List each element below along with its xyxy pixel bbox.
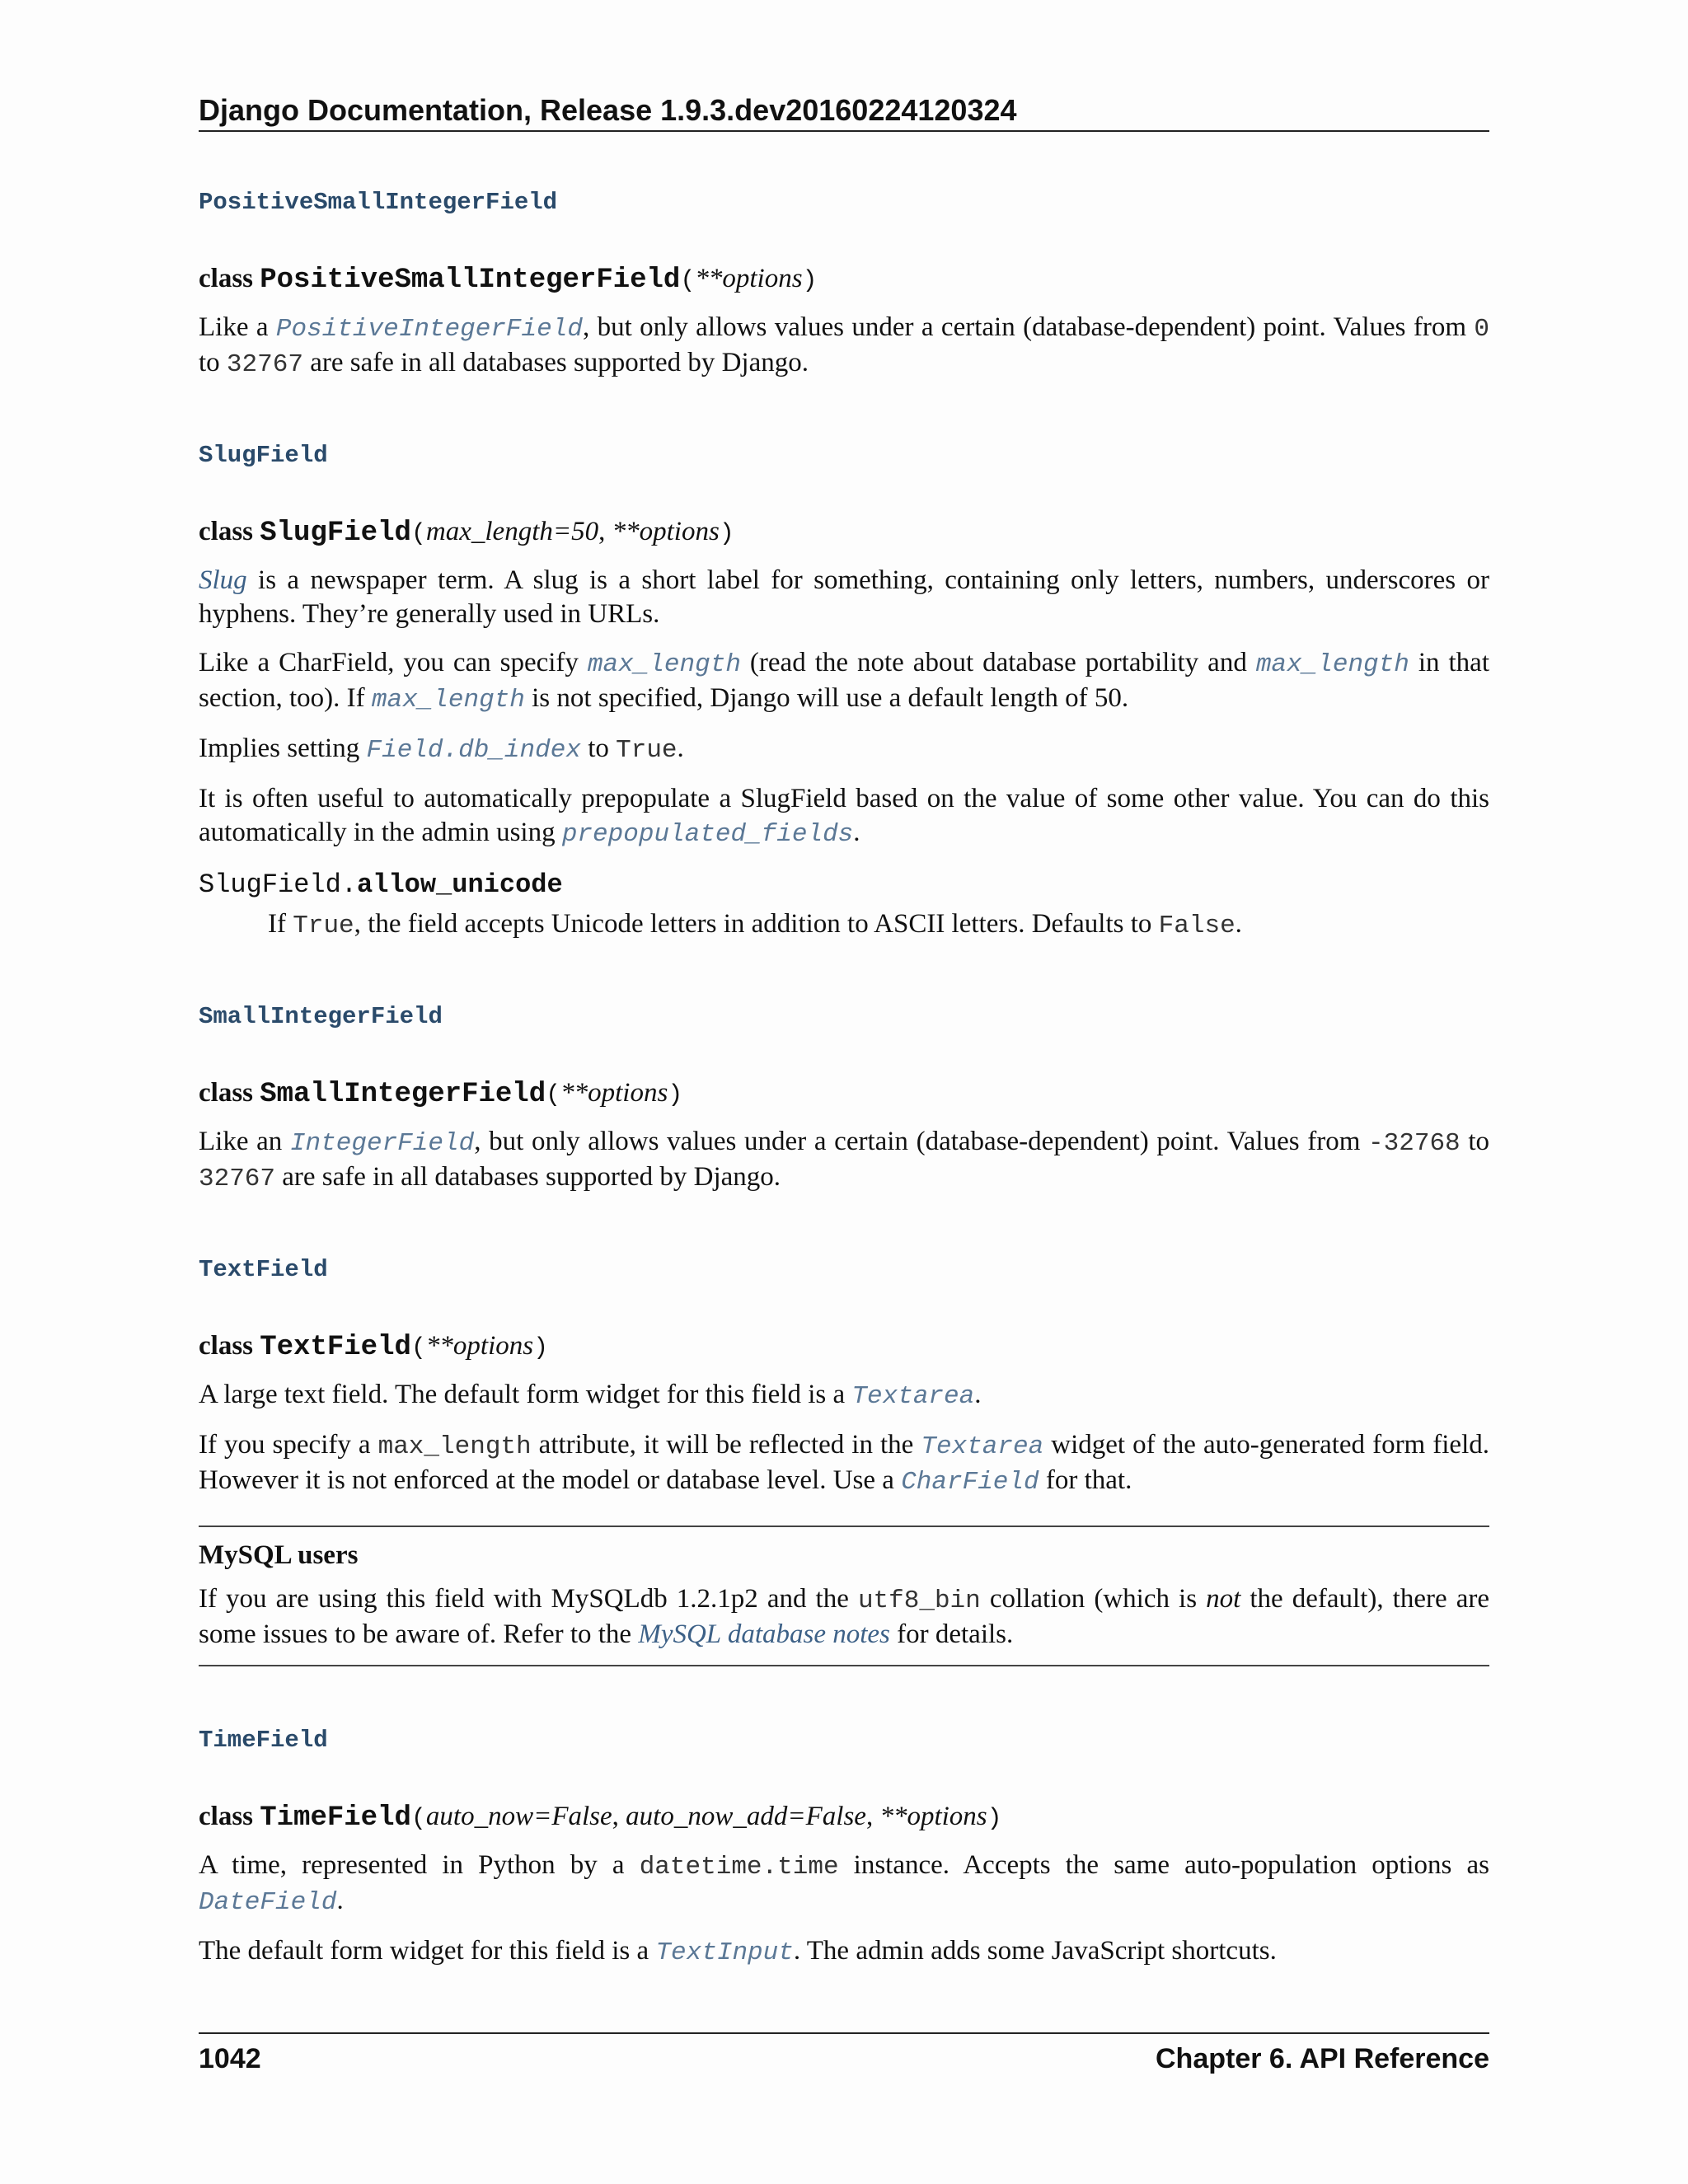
close-paren: ) <box>802 267 818 295</box>
inline-code: 32767 <box>199 1165 276 1193</box>
text: collation (which is <box>980 1584 1207 1614</box>
paragraph <box>199 732 1489 767</box>
attribute-name <box>357 869 563 900</box>
text: Like an <box>199 1127 290 1156</box>
section-smallintegerfield <box>199 1001 1489 1196</box>
ref-link-textinput[interactable]: TextInput <box>655 1938 794 1967</box>
arg-separator: , <box>612 1802 626 1831</box>
open-paren: ( <box>410 520 426 548</box>
open-paren: ( <box>680 267 696 295</box>
text: to <box>1460 1127 1490 1156</box>
chapter-title: Chapter 6. API Reference <box>1156 2043 1489 2074</box>
text: If you specify a <box>199 1430 378 1460</box>
mysql-notes-link[interactable]: MySQL database notes <box>638 1619 890 1649</box>
slug-link[interactable]: Slug <box>199 565 247 595</box>
attribute-name-text: allow_unicode <box>357 869 563 900</box>
section-positivesmallintegerfield <box>199 186 1489 382</box>
text: for that. <box>1039 1465 1132 1495</box>
text: . <box>1235 909 1242 939</box>
ref-link-max-length[interactable]: max_length <box>1255 650 1409 679</box>
text: . <box>677 733 684 763</box>
paragraph <box>199 311 1489 382</box>
emphasis: not <box>1206 1584 1241 1614</box>
paragraph <box>199 1125 1489 1196</box>
text: attribute, it will be reflected in the <box>531 1430 921 1460</box>
section-textfield <box>199 1254 1489 1666</box>
attribute-description <box>268 907 1489 943</box>
close-paren: ) <box>533 1334 549 1362</box>
text: is not specified, Django will use a default length of 50. <box>524 683 1129 713</box>
page-content <box>199 186 1489 2027</box>
text: . <box>336 1886 344 1915</box>
text: , the field accepts Unicode letters in addition to ASCII letters. Defaults to <box>354 909 1159 939</box>
class-keyword: class <box>199 1802 253 1831</box>
text: are safe in all databases supported by Django. <box>302 348 809 377</box>
section-slugfield <box>199 439 1489 943</box>
text: . <box>974 1380 982 1409</box>
paragraph <box>199 564 1489 631</box>
class-signature <box>199 1328 1489 1366</box>
open-paren: ( <box>546 1081 561 1109</box>
section-heading[interactable]: TimeField <box>199 1727 328 1754</box>
text: A large text field. The default form widget for this field is a <box>199 1380 852 1409</box>
paragraph <box>199 782 1489 851</box>
ref-link-datefield[interactable]: DateField <box>199 1888 337 1917</box>
class-signature <box>199 260 1489 299</box>
signature-args: **options <box>425 1331 534 1361</box>
text: , but only allows values under a certain (database-dependent) point. Values from <box>582 312 1475 342</box>
paragraph <box>199 1934 1489 1970</box>
text: the default), there are some issues to be aware of. Refer to the <box>199 1584 1489 1649</box>
text: A time, represented in Python by a <box>199 1850 640 1880</box>
text: are safe in all databases supported by Django. <box>275 1162 781 1192</box>
text: (read the note about database portability and <box>740 648 1256 677</box>
class-name: PositiveSmallIntegerField <box>260 265 681 296</box>
arg-separator: , <box>865 1802 880 1831</box>
ref-link-textarea[interactable]: Textarea <box>851 1382 975 1411</box>
inline-code: datetime.time <box>639 1853 839 1882</box>
class-signature <box>199 1798 1489 1837</box>
class-name: SmallIntegerField <box>260 1079 546 1110</box>
text: in that section, too). If <box>199 648 1489 713</box>
signature-arg: auto_now=False <box>425 1802 612 1831</box>
class-keyword: class <box>199 1078 253 1108</box>
text: Implies setting <box>199 733 367 763</box>
ref-link-charfield[interactable]: CharField <box>901 1468 1039 1497</box>
inline-code: -32768 <box>1368 1129 1461 1158</box>
text: Like a <box>199 312 276 342</box>
inline-code: max_length <box>377 1432 532 1461</box>
text: , but only allows values under a certain (database-dependent) point. Values from <box>474 1127 1369 1156</box>
text: If you are using this field with MySQLdb 1.2.1p2 and the <box>199 1584 858 1614</box>
close-paren: ) <box>668 1081 683 1109</box>
ref-link-positiveintegerfield[interactable]: PositiveIntegerField <box>275 315 583 344</box>
section-heading[interactable]: SmallIntegerField <box>199 1003 443 1030</box>
paragraph <box>199 646 1489 717</box>
paragraph <box>199 1849 1489 1919</box>
section-heading[interactable]: PositiveSmallIntegerField <box>199 189 558 216</box>
arg-separator: , <box>598 517 612 546</box>
signature-arg: auto_now_add=False <box>626 1802 866 1831</box>
paragraph <box>199 1428 1489 1499</box>
signature-args: **options <box>695 264 803 293</box>
text: . <box>853 818 860 847</box>
class-name: SlugField <box>260 518 411 549</box>
text: for details. <box>889 1619 1014 1649</box>
text: to <box>580 733 617 763</box>
class-keyword: class <box>199 517 253 546</box>
inline-code: True <box>293 912 354 940</box>
class-signature <box>199 513 1489 552</box>
class-keyword: class <box>199 264 253 293</box>
paragraph <box>199 1378 1489 1413</box>
text: widget of the auto-generated form field. However it is not enforced at the model or database level. Use a <box>199 1430 1489 1495</box>
inline-code: 32767 <box>226 350 303 379</box>
inline-code: False <box>1158 912 1236 940</box>
inline-code: utf8_bin <box>857 1586 981 1615</box>
note-paragraph <box>199 1582 1489 1652</box>
ref-link-textarea[interactable]: Textarea <box>921 1432 1044 1461</box>
signature-arg: **options <box>879 1802 987 1831</box>
section-timefield <box>199 1724 1489 1970</box>
class-keyword: class <box>199 1331 253 1361</box>
page-number: 1042 <box>199 2043 261 2074</box>
close-paren: ) <box>987 1805 1002 1833</box>
inline-code: True <box>616 736 678 765</box>
text: instance. Accepts the same auto-population options as <box>838 1850 1489 1880</box>
ref-link-max-length[interactable]: max_length <box>371 686 525 715</box>
open-paren: ( <box>410 1805 426 1833</box>
signature-args: **options <box>560 1078 668 1108</box>
page-footer <box>199 2032 1489 2077</box>
attribute-prefix: SlugField. <box>199 869 358 900</box>
text: It is often useful to automatically prepopulate a SlugField based on the value of some other value. You can do this automatically in the admin using <box>199 784 1489 847</box>
open-paren: ( <box>410 1334 426 1362</box>
note-box-mysql <box>199 1526 1489 1666</box>
text: is a newspaper term. A slug is a short label for something, containing only letters, numbers, underscores or hyphens. They’re generally used in URLs. <box>199 565 1489 629</box>
note-title: MySQL users <box>199 1540 359 1570</box>
ref-link-max-length[interactable]: max_length <box>587 650 741 679</box>
text: Like a CharField, you can specify <box>199 648 588 677</box>
signature-arg: **options <box>612 517 720 546</box>
text: If <box>268 909 293 939</box>
attribute-signature <box>199 866 1489 902</box>
inline-code: 0 <box>1474 315 1489 344</box>
section-heading[interactable]: SlugField <box>199 442 328 469</box>
running-header: Django Documentation, Release 1.9.3.dev20160224120324 <box>199 92 1489 132</box>
signature-arg: max_length=50 <box>425 517 599 546</box>
class-name: TimeField <box>260 1802 411 1834</box>
class-name: TextField <box>260 1332 411 1363</box>
text: . The admin adds some JavaScript shortcuts. <box>793 1936 1277 1966</box>
ref-link-prepopulated-fields[interactable]: prepopulated_fields <box>561 820 854 849</box>
close-paren: ) <box>719 520 734 548</box>
ref-link-db-index[interactable]: Field.db_index <box>366 736 581 765</box>
text: to <box>199 348 227 377</box>
text: The default form widget for this field is a <box>199 1936 656 1966</box>
section-heading[interactable]: TextField <box>199 1256 328 1283</box>
class-signature <box>199 1075 1489 1113</box>
ref-link-integerfield[interactable]: IntegerField <box>289 1129 475 1158</box>
